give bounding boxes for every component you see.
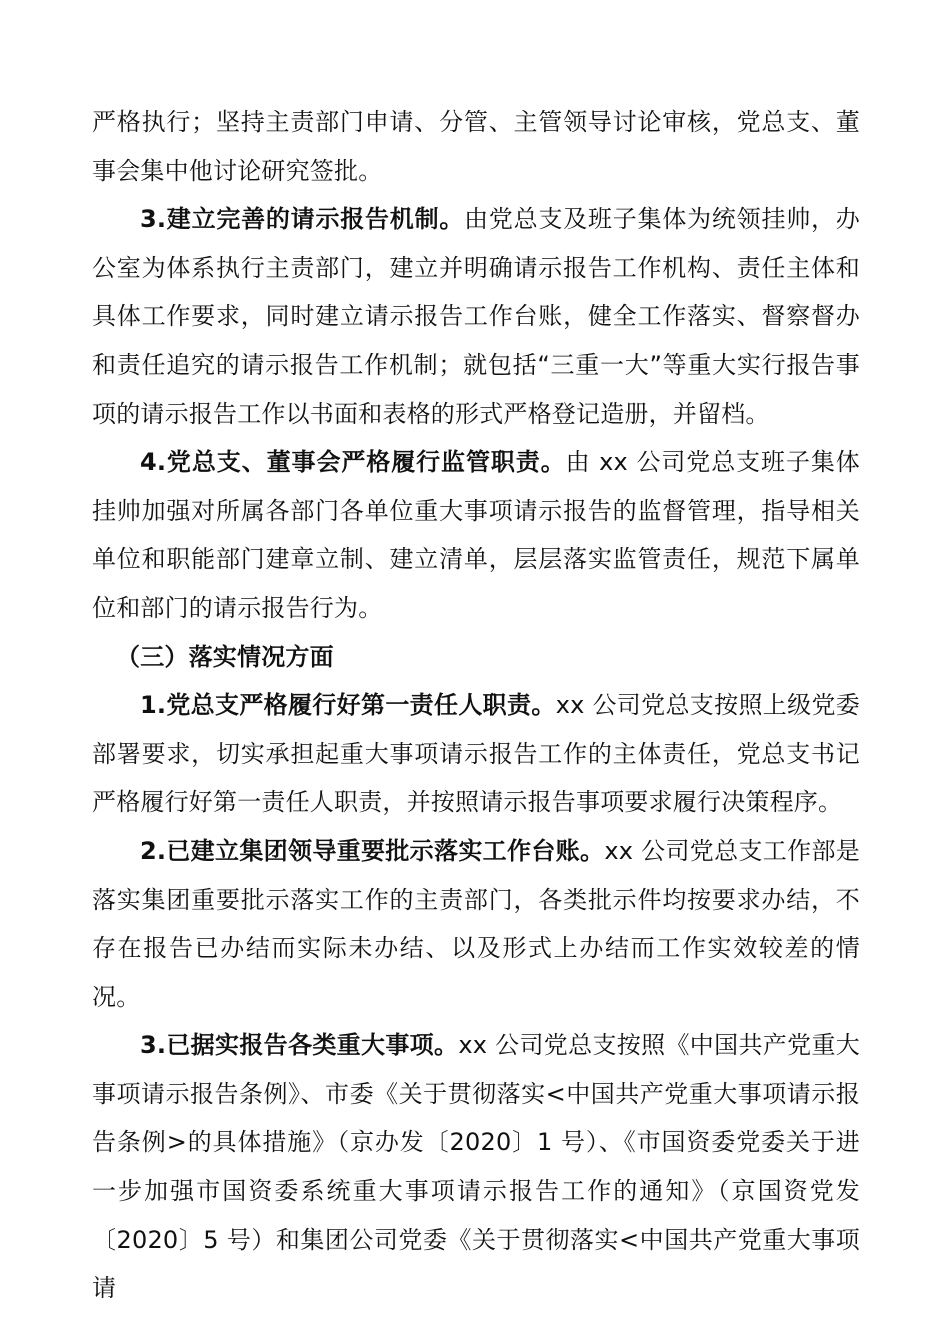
paragraph-lead: 4.党总支、董事会严格履行监管职责。	[140, 448, 566, 477]
paragraph-lead: 1.党总支严格履行好第一责任人职责。	[140, 691, 556, 720]
paragraph-text: xx 公司党总支工作部是落实集团重要批示落实工作的主责部门，各类批示件均按要求办结，不存在报告已办结而实际未办结、以及形式上办结而工作实效较差的情况。	[92, 836, 860, 1011]
paragraph-lead: 3.建立完善的请示报告机制。	[140, 205, 465, 234]
section-heading: （三）落实情况方面	[116, 642, 334, 671]
paragraph-instruction-ledger	[92, 827, 860, 1021]
paragraph-major-matters-reporting	[92, 1021, 860, 1313]
paragraph-continuation	[92, 98, 860, 195]
paragraph-supervision-duties	[92, 438, 860, 632]
paragraph-text: 由党总支及班子集体为统领挂帅，办公室为体系执行主责部门，建立并明确请示报告工作机构、责任主体和具体工作要求，同时建立请示报告工作台账，健全工作落实、督察督办和责任追究的请示报告工作机制；就包括“三重一大”等重大实行报告事项的请示报告工作以书面和表格的形式严格登记造册，并留档。	[92, 205, 860, 428]
paragraph-text: 严格执行；坚持主责部门申请、分管、主管领导讨论审核，党总支、董事会集中他讨论研究签批。	[92, 108, 860, 185]
document-body	[92, 98, 860, 1313]
paragraph-text: xx 公司党总支按照《中国共产党重大事项请示报告条例》、市委《关于贯彻落实<中国共产党重大事项请示报告条例>的具体措施》（京办发〔2020〕1 号）、《市国资委党委关于进一步加强市国资委系统重大事项请示报告工作的通知》（京国资党发〔2020〕5 号）和集团公司党委《关于贯彻落实<中国共产党重大事项请	[92, 1031, 860, 1303]
paragraph-first-responsibility	[92, 681, 860, 827]
paragraph-lead: 2.已建立集团领导重要批示落实工作台账。	[140, 836, 605, 865]
paragraph-lead: 3.已据实报告各类重大事项。	[140, 1031, 459, 1060]
paragraph-text: 由 xx 公司党总支班子集体挂帅加强对所属各部门各单位重大事项请示报告的监督管理，指导相关单位和职能部门建章立制、建立清单，层层落实监管责任，规范下属单位和部门的请示报告行为。	[92, 448, 860, 622]
paragraph-reporting-mechanism	[92, 195, 860, 438]
paragraph-text: xx 公司党总支按照上级党委部署要求，切实承担起重大事项请示报告工作的主体责任，党总支书记严格履行好第一责任人职责，并按照请示报告事项要求履行决策程序。	[92, 691, 860, 817]
